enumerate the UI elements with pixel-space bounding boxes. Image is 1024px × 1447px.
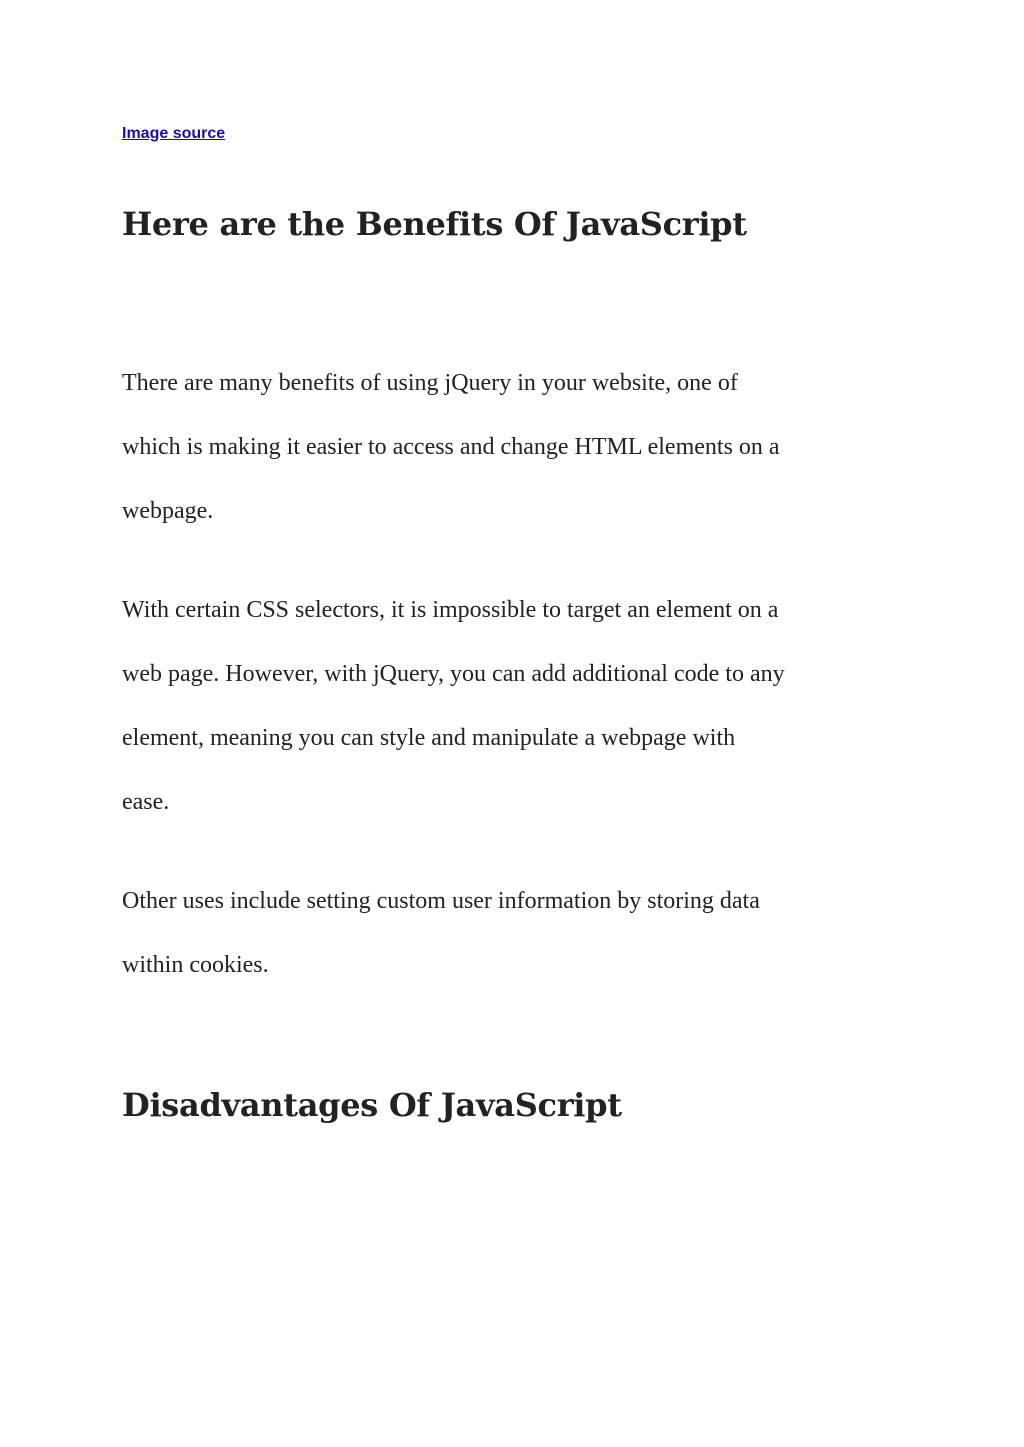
heading-benefits: Here are the Benefits Of JavaScript: [122, 205, 747, 243]
paragraph-line: With certain CSS selectors, it is impossible to target an element on a: [122, 597, 779, 623]
paragraph-line: webpage.: [122, 498, 214, 524]
paragraph-css-selectors: [122, 593, 912, 849]
paragraph-line: There are many benefits of using jQuery in your website, one of: [122, 370, 738, 396]
paragraph-line: within cookies.: [122, 952, 269, 978]
paragraph-line: which is making it easier to access and change HTML elements on a: [122, 434, 780, 460]
paragraph-line: Other uses include setting custom user information by storing data: [122, 888, 760, 914]
paragraph-jquery-benefits: [122, 366, 912, 558]
paragraph-other-uses: [122, 884, 912, 1012]
paragraph-line: ease.: [122, 789, 170, 815]
paragraph-line: web page. However, with jQuery, you can add additional code to any: [122, 661, 785, 687]
image-source-link[interactable]: Image source: [122, 125, 226, 142]
paragraph-line: element, meaning you can style and manipulate a webpage with: [122, 725, 736, 751]
heading-disadvantages: Disadvantages Of JavaScript: [122, 1086, 622, 1124]
